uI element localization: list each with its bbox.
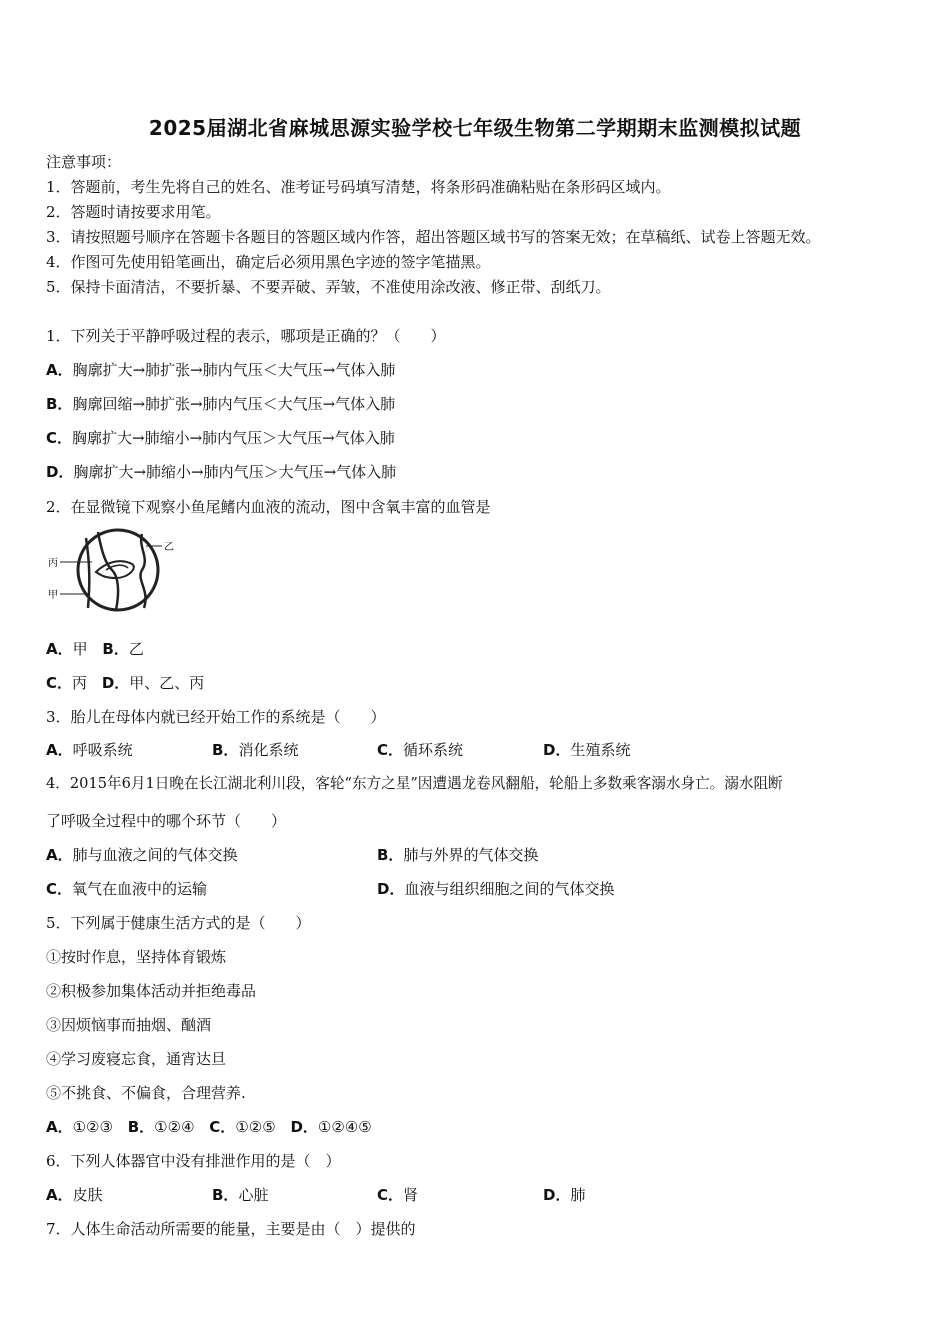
question-3-stem: 3．胎儿在母体内就已经开始工作的系统是（ ）	[46, 708, 386, 726]
option-text: 胸廓回缩→肺扩张→肺内气压＜大气压→气体入肺	[72, 395, 396, 413]
option-text: 乙	[128, 640, 144, 658]
option-letter: B．	[102, 640, 129, 658]
question-5-options	[46, 1117, 372, 1137]
notice-item: 3．请按照题号顺序在答题卡各题目的答题区域内作答，超出答题区域书写的答案无效；在草稿纸、试卷上答题无效。	[46, 228, 821, 246]
notice-item: 4．作图可先使用铅笔画出，确定后必须用黑色字迹的签字笔描黑。	[46, 253, 491, 271]
notice-item: 5．保持卡面清洁，不要折暴、不要弄破、弄皱，不准使用涂改液、修正带、刮纸刀。	[46, 278, 611, 296]
question-3-option-b	[212, 740, 298, 760]
option-text: 生殖系统	[570, 741, 631, 759]
question-1-option-d	[46, 462, 396, 482]
option-text: 甲	[72, 640, 88, 658]
question-1-option-b	[46, 394, 395, 414]
option-text: 胸廓扩大→肺扩张→肺内气压＜大气压→气体入肺	[72, 361, 396, 379]
vessel-jia	[86, 538, 89, 608]
option-letter: B．	[212, 741, 239, 759]
question-5-statement: ②积极参加集体活动并拒绝毒品	[46, 982, 257, 1000]
question-5-statement: ③因烦恼事而抽烟、酗酒	[46, 1016, 212, 1034]
option-letter: B．	[46, 395, 73, 413]
option-text: 血液与组织细胞之间的气体交换	[404, 880, 615, 898]
option-text: 肺与外界的气体交换	[403, 846, 539, 864]
question-2-stem: 2．在显微镜下观察小鱼尾鳍内血液的流动，图中含氧丰富的血管是	[46, 498, 491, 516]
option-text: 胸廓扩大→肺缩小→肺内气压＞大气压→气体入肺	[72, 429, 395, 447]
option-text: ①②③	[72, 1118, 113, 1136]
option-text: 肺	[570, 1186, 586, 1204]
question-6-option-a	[46, 1185, 103, 1205]
option-text: 丙	[72, 674, 88, 692]
option-text: ①②④⑤	[317, 1118, 372, 1136]
question-6-option-d	[543, 1185, 585, 1205]
option-letter: D．	[101, 674, 130, 692]
option-text: 胸廓扩大→肺缩小→肺内气压＞大气压→气体入肺	[73, 463, 397, 481]
option-letter: C．	[46, 429, 73, 447]
question-4-option-a	[46, 845, 238, 865]
option-letter: A．	[46, 741, 73, 759]
vessel-bing	[140, 534, 145, 608]
option-letter: D．	[543, 1186, 571, 1204]
option-text: 心脏	[238, 1186, 269, 1204]
option-letter: B．	[212, 1186, 239, 1204]
question-1-option-c	[46, 428, 395, 448]
option-text: 循环系统	[403, 741, 464, 759]
question-4-stem-line-1: 4．2015年6月1日晚在长江湖北利川段，客轮“东方之星”因遭遇龙卷风翻船，轮船上多数乘客溺水身亡。溺水阻断	[46, 775, 783, 792]
question-3-option-a	[46, 740, 133, 760]
fish-tail-blood-vessel-figure	[46, 524, 186, 616]
option-letter: A．	[46, 361, 73, 379]
option-letter: D．	[543, 741, 571, 759]
notice-item: 2．答题时请按要求用笔。	[46, 203, 221, 221]
vessel-yi	[98, 532, 118, 610]
option-letter: A．	[46, 1118, 73, 1136]
option-letter: C．	[46, 880, 73, 898]
question-1-stem: 1．下列关于平静呼吸过程的表示，哪项是正确的？（ ）	[46, 327, 446, 345]
option-text: 肺与血液之间的气体交换	[72, 846, 238, 864]
option-letter: A．	[46, 1186, 73, 1204]
question-6-option-b	[212, 1185, 268, 1205]
option-text: 皮肤	[72, 1186, 103, 1204]
option-letter: C．	[377, 741, 404, 759]
question-4-stem-line-2: 了呼吸全过程中的哪个环节（ ）	[46, 812, 287, 830]
question-5-statement: ①按时作息，坚持体育锻炼	[46, 948, 227, 966]
question-4-option-b	[377, 845, 538, 865]
notice-heading: 注意事项：	[46, 153, 122, 171]
option-text: 消化系统	[238, 741, 299, 759]
question-6-stem: 6．下列人体器官中没有排泄作用的是（ ）	[46, 1152, 341, 1170]
option-letter: C．	[46, 674, 73, 692]
question-6-option-c	[377, 1185, 418, 1205]
option-letter: C．	[209, 1118, 236, 1136]
option-text: ①②⑤	[235, 1118, 276, 1136]
question-5-statement: ⑤不挑食、不偏食，合理营养.	[46, 1084, 246, 1102]
option-letter: B．	[127, 1118, 155, 1136]
question-2-options-row-2	[46, 673, 204, 693]
option-letter: C．	[377, 1186, 404, 1204]
notice-item: 1．答题前，考生先将自己的姓名、准考证号码填写清楚，将条形码准确粘贴在条形码区域内。	[46, 178, 671, 196]
option-text: 呼吸系统	[72, 741, 133, 759]
label-bing: 丙	[48, 558, 58, 569]
option-letter: D．	[377, 880, 405, 898]
question-4-option-d	[377, 879, 614, 899]
option-letter: D．	[46, 463, 74, 481]
label-yi: 乙	[164, 542, 174, 553]
question-7-stem: 7．人体生命活动所需要的能量，主要是由（ ）提供的	[46, 1220, 416, 1238]
option-letter: D．	[290, 1118, 318, 1136]
option-letter: A．	[46, 640, 73, 658]
option-text: ①②④	[154, 1118, 195, 1136]
label-jia: 甲	[48, 590, 58, 601]
question-4-option-c	[46, 879, 207, 899]
option-text: 氧气在血液中的运输	[72, 880, 208, 898]
question-2-options-row-1	[46, 639, 144, 659]
question-1-option-a	[46, 360, 395, 380]
page-title: 2025届湖北省麻城思源实验学校七年级生物第二学期期末监测模拟试题	[148, 116, 802, 140]
option-letter: A．	[46, 846, 73, 864]
question-3-option-d	[543, 740, 630, 760]
option-text: 肾	[403, 1186, 419, 1204]
option-letter: B．	[377, 846, 404, 864]
question-5-stem: 5．下列属于健康生活方式的是（ ）	[46, 914, 311, 932]
question-5-statement: ④学习废寝忘食，通宵达旦	[46, 1050, 227, 1068]
option-text: 甲、乙、丙	[129, 674, 205, 692]
question-3-option-c	[377, 740, 463, 760]
